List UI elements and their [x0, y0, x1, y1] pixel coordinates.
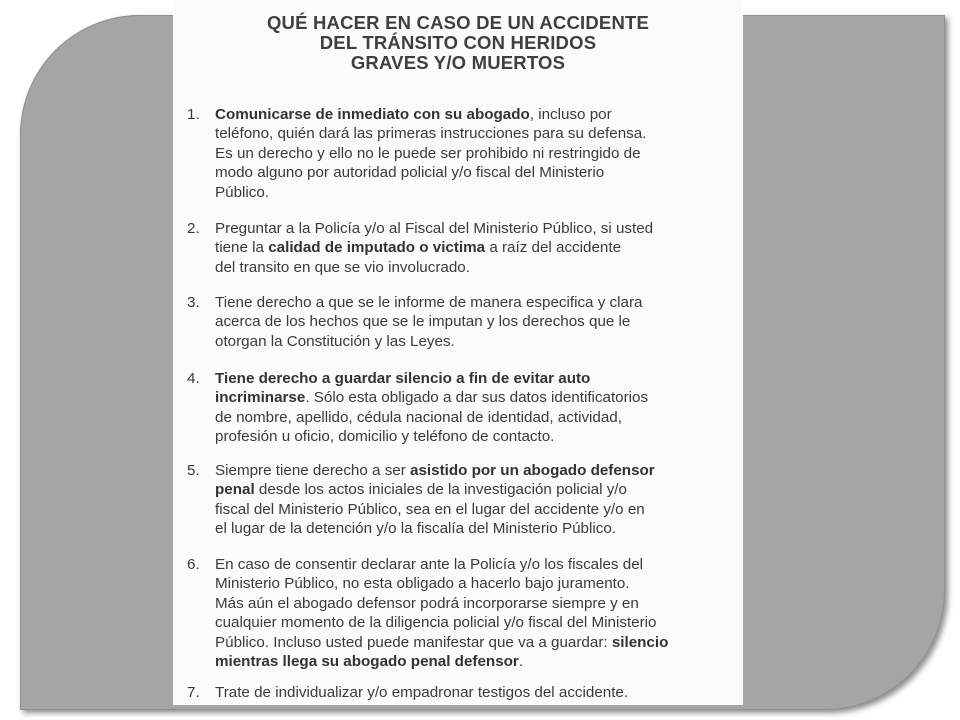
body-text: fiscal del Ministerio Público, sea en el lugar del accidente y/o en [215, 500, 645, 518]
item-text [215, 369, 648, 447]
item-line [215, 480, 655, 499]
item-line [215, 144, 646, 163]
item-line [215, 238, 653, 257]
emphasis-text: mientras llega su abogado penal defensor [215, 652, 519, 670]
body-text: Es un derecho y ello no le puede ser prohibido ni restringido de [215, 144, 641, 162]
item-number: 5. [187, 462, 200, 479]
item-number: 3. [187, 294, 200, 311]
item-line [215, 388, 648, 407]
item-line [215, 183, 646, 202]
emphasis-text: silencio [611, 633, 669, 651]
body-text: Ministerio Público, no esta obligado a hacerlo bajo juramento. [215, 575, 630, 593]
item-text [215, 105, 646, 202]
emphasis-text: asistido por un abogado defensor [410, 462, 655, 479]
body-text: Más aún el abogado defensor podrá incorporarse siempre y en [215, 594, 639, 612]
body-text: Tiene derecho a que se le informe de manera especifica y clara [215, 294, 643, 311]
body-text: En caso de consentir declarar ante la Policía y/o los fiscales del [215, 556, 644, 573]
item-line [215, 124, 646, 143]
item-text [215, 461, 655, 539]
body-text: Trate de individualizar y/o empadronar testigos del accidente. [215, 684, 629, 701]
body-text: tiene la [215, 239, 269, 257]
body-text: Público. Incluso usted puede manifestar que va a guardar: [215, 633, 612, 651]
item-line [215, 163, 646, 182]
body-text: profesión u oficio, domicilio y teléfono de contacto. [215, 428, 555, 446]
body-text: Siempre tiene derecho a ser [215, 462, 411, 479]
item-line [215, 519, 655, 538]
body-text: a raíz del accidente [485, 239, 622, 257]
item-number: 6. [187, 556, 200, 573]
item-line [215, 369, 648, 388]
body-text: . [518, 652, 524, 670]
body-text: , incluso por [529, 106, 612, 123]
item-line [215, 594, 668, 613]
body-text: otorgan la Constitución y las Leyes. [215, 332, 455, 350]
body-text: . Sólo esta obligado a dar sus datos identificatorios [305, 389, 649, 407]
body-text: Público. [215, 183, 270, 201]
item-line [215, 555, 668, 574]
emphasis-text: incriminarse [215, 389, 306, 407]
item-line [215, 652, 668, 671]
document-title [173, 13, 743, 73]
item-text [215, 555, 668, 671]
item-line [215, 613, 668, 632]
body-text: Preguntar a la Policía y/o al Fiscal del Ministerio Público, si usted [215, 220, 654, 237]
item-number: 2. [187, 220, 200, 237]
item-line [215, 293, 642, 312]
body-text: modo alguno por autoridad policial y/o fiscal del Ministerio [215, 164, 605, 182]
item-line [215, 461, 655, 480]
item-text [215, 293, 642, 351]
emphasis-text: calidad de imputado o victima [268, 239, 486, 257]
item-text [215, 219, 653, 277]
body-text: teléfono, quién dará las primeras instrucciones para su defensa. [215, 125, 647, 143]
item-line [215, 105, 646, 124]
item-line [215, 427, 648, 446]
item-number: 1. [187, 106, 200, 123]
body-text: acerca de los hechos que se le imputan y los derechos que le [215, 313, 631, 331]
emphasis-text: Comunicarse de inmediato con su abogado [215, 106, 530, 123]
item-line [215, 258, 653, 277]
item-number: 7. [187, 684, 200, 701]
item-line [215, 312, 642, 331]
item-text [215, 683, 628, 702]
body-text: cualquier momento de la diligencia policial y/o fiscal del Ministerio [215, 614, 657, 632]
body-text: del transito en que se vio involucrado. [215, 258, 470, 276]
title-line: QUÉ HACER EN CASO DE UN ACCIDENTE [266, 12, 650, 33]
item-line [215, 332, 642, 351]
item-line [215, 633, 668, 652]
item-line [215, 500, 655, 519]
title-line: GRAVES Y/O MUERTOS [350, 52, 566, 73]
item-line [215, 408, 648, 427]
document-page [173, 0, 743, 705]
emphasis-text: penal [215, 481, 255, 499]
item-number: 4. [187, 370, 200, 387]
item-line [215, 683, 628, 702]
title-line: DEL TRÁNSITO CON HERIDOS [319, 32, 597, 53]
body-text: de nombre, apellido, cédula nacional de identidad, actividad, [215, 408, 622, 426]
emphasis-text: Tiene derecho a guardar silencio a fin de evitar auto [215, 370, 591, 387]
item-line [215, 574, 668, 593]
item-line [215, 219, 653, 238]
body-text: desde los actos iniciales de la investigación policial y/o [254, 481, 627, 499]
body-text: el lugar de la detención y/o la fiscalía del Ministerio Público. [215, 520, 617, 538]
